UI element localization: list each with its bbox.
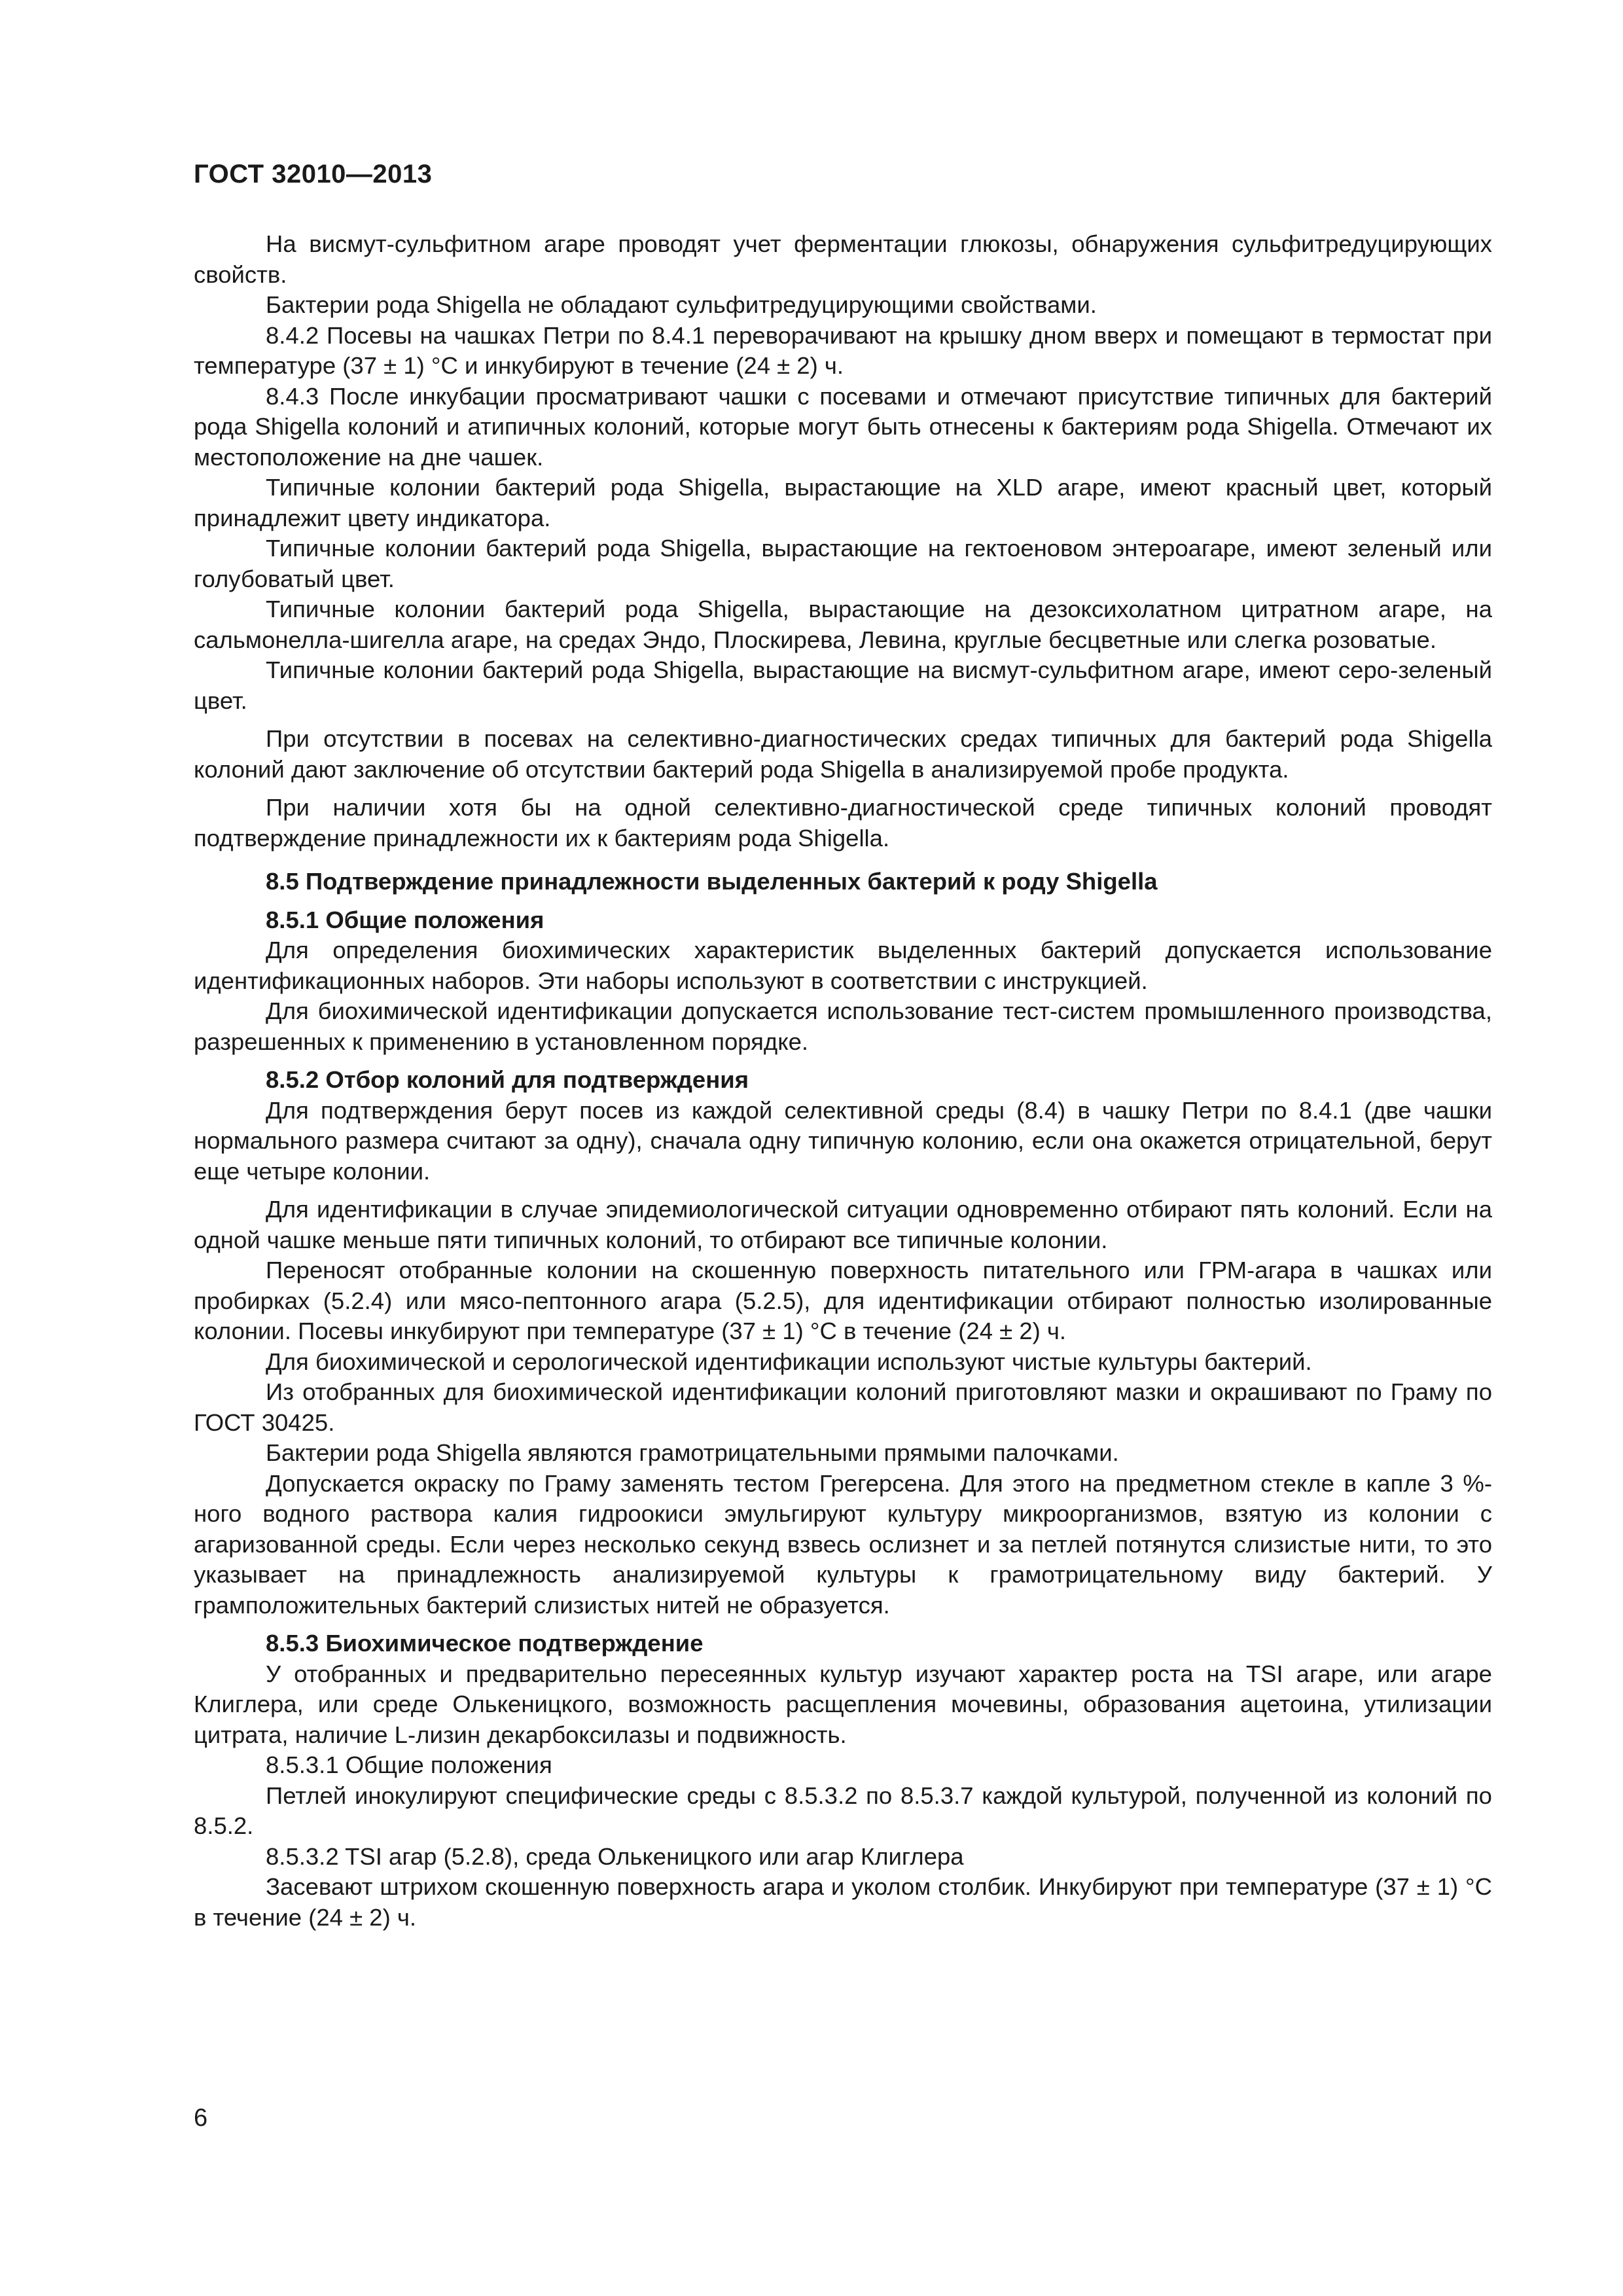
page-number: 6 [194, 2104, 208, 2132]
paragraph: Для биохимической идентификации допускается использование тест-систем промышленного производства, разрешенных к применению в установленном порядке. [194, 997, 1492, 1055]
paragraph: 8.5.3.2 TSI агар (5.2.8), среда Олькеницкого или агар Клиглера [266, 1842, 964, 1870]
paragraph: 8.4.2 Посевы на чашках Петри по 8.4.1 переворачивают на крышку дном вверх и помещают в термостат при температуре (37 ± 1) °С и инкубируют в течение (24 ± 2) ч. [194, 321, 1492, 379]
paragraph: Для биохимической и серологической идентификации используют чистые культуры бактерий. [266, 1348, 1312, 1375]
section-heading: 8.5 Подтверждение принадлежности выделенных бактерий к роду Shigella [266, 868, 1158, 895]
paragraph: Бактерии рода Shigella не обладают сульфитредуцирующими свойствами. [266, 291, 1097, 318]
paragraph: Переносят отобранные колонии на скошенную поверхность питательного или ГРМ-агара в чашках или пробирках (5.2.4) или мясо-пептонного агара (5.2.5), для идентификации отбирают полностью изолированные колонии. Посевы инкубируют при температуре (37 ± 1) °С в течение (24 ± 2) ч. [194, 1257, 1492, 1344]
paragraph: Для определения биохимических характеристик выделенных бактерий допускается использование идентификационных наборов. Эти наборы используют в соответствии с инструкцией. [194, 937, 1492, 994]
subsection-heading: 8.5.2 Отбор колоний для подтверждения [266, 1066, 749, 1093]
paragraph: Допускается окраску по Граму заменять тестом Грегерсена. Для этого на предметном стекле в капле 3 %-ного водного раствора калия гидроокиси эмульгируют культуру микроорганизмов, взятую из колонии с агаризованной среды. Если через несколько секунд взвесь ослизнет и за петлей потянутся слизистые нити, то это указывает на принадлежность анализируемой культуры к грамотрицательному виду бактерий. У грамположительных бактерий слизистых нитей не образуется. [194, 1469, 1492, 1619]
paragraph: Типичные колонии бактерий рода Shigella, вырастающие на XLD агаре, имеют красный цвет, который принадлежит цвету индикатора. [194, 474, 1492, 531]
paragraph: При наличии хотя бы на одной селективно-диагностической среде типичных колоний проводят подтверждение принадлежности их к бактериям рода Shigella. [194, 794, 1492, 852]
paragraph: Засевают штрихом скошенную поверхность агара и уколом столбик. Инкубируют при температуре (37 ± 1) °С в течение (24 ± 2) ч. [194, 1873, 1492, 1931]
document-header: ГОСТ 32010—2013 [194, 160, 433, 188]
paragraph: Из отобранных для биохимической идентификации колоний приготовляют мазки и окрашивают по Граму по ГОСТ 30425. [194, 1378, 1492, 1436]
paragraph: Бактерии рода Shigella являются грамотрицательными прямыми палочками. [266, 1439, 1119, 1466]
subsection-heading: 8.5.3 Биохимическое подтверждение [266, 1630, 704, 1657]
paragraph: Для подтверждения берут посев из каждой селективной среды (8.4) в чашку Петри по 8.4.1 (две чашки нормального размера считают за одну), сначала одну типичную колонию, если она окажется отрицательной, берут еще четыре колонии. [194, 1096, 1492, 1185]
paragraph: При отсутствии в посевах на селективно-диагностических средах типичных для бактерий рода Shigella колоний дают заключение об отсутствии бактерий рода Shigella в анализируемой пробе продукта. [194, 725, 1492, 783]
paragraph: У отобранных и предварительно пересеянных культур изучают характер роста на TSI агаре, или агаре Клиглера, или среде Олькеницкого, возможность расщепления мочевины, образования ацетоина, утилизации цитрата, наличие L-лизин декарбоксилазы и подвижность. [194, 1660, 1492, 1748]
paragraph: Типичные колонии бактерий рода Shigella, вырастающие на висмут-сульфитном агаре, имеют серо-зеленый цвет. [194, 656, 1492, 714]
paragraph: Петлей инокулируют специфические среды с 8.5.3.2 по 8.5.3.7 каждой культурой, полученной из колоний по 8.5.2. [194, 1782, 1492, 1839]
paragraph: 8.5.3.1 Общие положения [266, 1751, 552, 1778]
document-body [194, 229, 1492, 1933]
paragraph: Типичные колонии бактерий рода Shigella, вырастающие на гектоеновом энтероагаре, имеют зеленый или голубоватый цвет. [194, 535, 1492, 592]
paragraph: Типичные колонии бактерий рода Shigella, вырастающие на дезоксихолатном цитратном агаре, на сальмонелла-шигелла агаре, на средах Эндо, Плоскирева, Левина, круглые бесцветные или слегка розоватые. [194, 596, 1492, 653]
subsection-heading: 8.5.1 Общие положения [266, 906, 544, 933]
paragraph: 8.4.3 После инкубации просматривают чашки с посевами и отмечают присутствие типичных для бактерий рода Shigella колоний и атипичных колоний, которые могут быть отнесены к бактериям рода Shigella. Отмечают их местоположение на дне чашек. [194, 382, 1492, 471]
paragraph: На висмут-сульфитном агаре проводят учет ферментации глюкозы, обнаружения сульфитредуцирующих свойств. [194, 230, 1492, 288]
paragraph: Для идентификации в случае эпидемиологической ситуации одновременно отбирают пять колоний. Если на одной чашке меньше пяти типичных колоний, то отбирают все типичные колонии. [194, 1196, 1492, 1253]
